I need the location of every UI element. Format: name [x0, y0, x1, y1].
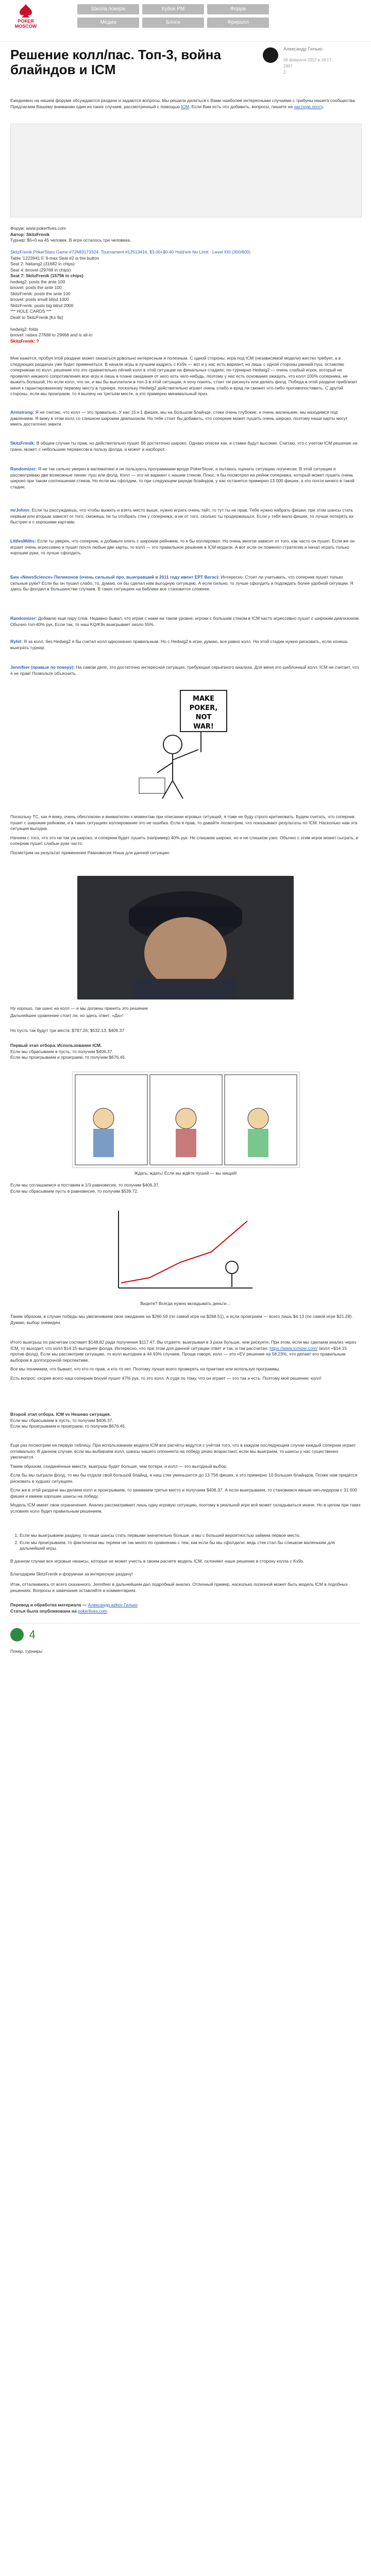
- mail-link[interactable]: частную почту: [294, 104, 323, 109]
- analysis-paragraphs-4: Еще раз посмотрим на первую таблицу. При использовании модели ICM все расчёты ведутся с учётом того, что в каждом последующем случае каждый соперник играет оптимально. В данном случае, если мы выбираем колл, шансы нашего оппонента на победу резко возрастают, если мы выиграем, то шансы у нас существенно увеличатся. Таким образом, соединённые вместе, выигрыш будет больше, чем потери, и колл — это выгодный выбор. Если бы мы сыграли фолд, то мы бы отдали свой большой блайнд, и наш стек уменьшится до 13 756 фишек, и это примерно 10 больших блайндов. Позже нам придётся рисковать в худших ситуациях. Если же в этой раздаче мы делаем колл и проигрываем, то занимаем третье место и получаем $406.37. А если выигрываем, то становимся явным чип-лидером с 31 000 фишек и имеем хорошие шансы на победу. Модель ICM имеет свои ограничения. Анализ рассматривает лишь одну игровую ситуацию, поэтому в реальной игре всё может складываться иначе. Но в целом при таких условиях колл будет правильным решением.: [10, 1443, 361, 1514]
- list-item: 1. Если мы выигрываем раздачу, то наши шансы стать первыми значительно больше, и мы с большей вероятностью займем первое место.: [20, 1533, 361, 1539]
- comment-author[interactable]: SkitzFrenik:: [10, 440, 36, 446]
- sign-text-4: WAR!: [193, 723, 214, 731]
- photo-illustration: [77, 876, 294, 999]
- analysis-paragraph-2: Таким образом, в случае победы мы увеличиваем свое ожидание на $260.59 (по самой игре на $268.51), а если проиграем — всего лишь $4.13 (по самой игре $21.28). Думаю, выбор очевиден.: [10, 1314, 353, 1325]
- post-title: Решение колл/пас. Топ-3, война блайндов и ICM: [10, 47, 221, 77]
- list-item: 2. Если мы проигрываем, то фактически мы теряем не так много по сравнению с тем, как если бы мы сфолдили: ведь стек стал бы слишком маленьким для дальнейшей игры.: [20, 1540, 361, 1552]
- hand-history: SkitzFrenik PokerStars Game #72683173324: Tournament #12513416, $3.00+$0.40 Hold'em No Limit - Level XIII (300/600) Table '1223941 5' 9-max Seat #2 is the button Seat 2: haitang2 (31682 in chips) Seat 4: bnovel (29768 in chips) Seat 7: SkitzFrenik (15756 in chips) hedwig2: posts the ante 100 bnovel: posts the ante 100 SkitzFrenik: posts the ante 100 bnovel: posts small blind 1000 SkitzFrenik: posts big blind 2000 *** HOLE CARDS *** Dealt to SkitzFrenik [Ks 9s] hedwig2: folds bnovel: raises 27668 to 29668 and is all-in SkitzFrenik: ?: [10, 249, 251, 344]
- avatar[interactable]: [263, 47, 278, 63]
- comment-author[interactable]: Jennifeer (правые по покеру):: [10, 665, 75, 670]
- comment-author[interactable]: Armstrong:: [10, 410, 35, 415]
- conclusion-list: [10, 1533, 361, 1553]
- icmizer-link[interactable]: https://www.icmizer.com/: [269, 1345, 318, 1351]
- hand-head: Форум: www.pokerfives.com Автор: SkitzFrenik Турнир: $5+0 на 45 человек. В игре осталось три человека.: [10, 226, 131, 243]
- comment-author[interactable]: Randomizer:: [10, 616, 37, 621]
- sign-text-3: NOT: [195, 714, 212, 721]
- icm-link[interactable]: ICM: [181, 104, 189, 109]
- spade-icon: [18, 3, 33, 19]
- header-divider: [0, 41, 371, 42]
- post-views: 2997: [283, 64, 293, 69]
- cartoon-make-poker-not-war: [134, 685, 237, 801]
- comment-author[interactable]: LittlesMiths:: [10, 538, 37, 544]
- intro-paragraph: Ежедневно на нашем форуме обсуждаются раздачи и задаются вопросы. Мы решили делиться с Вами наиболее интересными случаями с трибуны нашего сообщества. Предлагаем Вашему вниманию один из таких случаев, рассмотренный с помощью ICM. Если Вам есть что добавить, вопросы, пишите на частную почту.: [10, 98, 356, 109]
- cartoon-comic-strip: [72, 1072, 300, 1168]
- comment-randomizer: Randomizer: Я не так сильно уверен в математике и не пользуюсь программами вроде PokerStove, а пытаюсь оценить ситуацию логически. В этой ситуации я рассматриваю две возможные линии: пуш или фолд. Колл — это не вариант с нашим стеком. Плюс, я бы посмотрел на рейнж соперника, который может пушить очень широко при таком соотношении стеков. Но если мы сфолдим, то при следующем раунде блайндов, у нас останется примерно 13 000 фишек, а это почти ничего в такой стадии.: [10, 466, 355, 489]
- photo-caption: Ну хорошо, так шанс на колл — и мы должны принять это решение: [10, 1006, 148, 1011]
- intro-image: [10, 124, 362, 217]
- comment-author[interactable]: Randomizer:: [10, 466, 37, 471]
- nav-forum[interactable]: Форум: [207, 4, 269, 14]
- ev-note: Но пусть так будут три места: $787.26, $532.13, $406.37: [10, 1028, 125, 1033]
- main-nav: [77, 4, 283, 31]
- credits: Перевод и обработка материала — Александр azkov Гилько Статья была опубликована на pokerfives.com: [10, 1602, 138, 1614]
- case1-more: Если мы соглашаемся и поставим в 1/3 равновесия, то получим $406.37. Если мы сбрасываем пусть в равновесие, то получим $539.72.: [10, 1182, 160, 1194]
- closing-paragraph: В данном случае все игровые нюансы, которые не может учесть в своем расчете модель ICM, склоняют наше решение в сторону колла с Kx9s.: [10, 1558, 305, 1564]
- graph-caption: Видите? Всегда нужно вкладывать деньги…: [140, 1301, 231, 1306]
- nav-freeroll[interactable]: Фриролл: [207, 18, 269, 28]
- cartoon2-caption: Ждать, ждать! Если вы ждёте пушей — вы нищий!: [134, 1171, 237, 1176]
- photo-man-with-cap: [77, 876, 294, 999]
- analysis-paragraphs-1: Поскольку TC, как я вижу, очень обеспокоен и внимателен к моментам при описании игровых ситуаций, я тоже не буду строго критиковать. Будем считать, что соперник пушит с широким рейнжем, и в таких ситуациях коллирование это не ошибка. Если я прав, то давайте посмотрим, что показывают результаты по ICM. Насколько нам эта ситуация выгодна. Начнем с того, что это не так уж широко, и соперник будет пушить (например) 40% рук. Не слишком широко, но и не слишком узко. Обычно с этим игрок может сыграть, и соперник пушит слабые руки часто. Посмотрим на результат применения Равновесия Нэша для данной ситуации:: [10, 814, 359, 855]
- translator-link[interactable]: Александр azkov Гилько: [88, 1602, 138, 1607]
- site-logo[interactable]: [10, 3, 41, 34]
- nav-school[interactable]: Школа покера: [77, 4, 139, 14]
- comment-randomizer-2: Randomizer: Добавлю еще пару слов. Недавно бывал, что играя с нами на таком уровне, игроки с большим стеком в ICM часто агрессивно пушат с широким диапазоном. Обычно топ-40% рук. Если так, то наш KQ/K9s выигрывает около 55%.: [10, 616, 360, 627]
- post-date: 06 февраля 2012 в 18:17: [283, 58, 332, 62]
- like-count: 4: [29, 1628, 36, 1641]
- author-name[interactable]: Александр Гилько: [283, 46, 323, 52]
- comment-ryhil: Ryhil: Я за колл, без Hedwig2 я бы считал колл однозначно правильным. Но с Hedwig2 в игре, думаю, все равно колл. На этой стадии нужно рисковать, если хочешь выиграть турнир.: [10, 639, 348, 650]
- comment-skitz: SkitzFrenik: В общем случае ты прав, но действительно пушит бб достаточно широко. Однако опасен как, и ставки будут высокие. Считаю, что с учетом ICM решение на грани, может, с небольшим перевесом в пользу фолда, а может и наоборот.: [10, 440, 358, 452]
- case2: Второй этап отбора. ICM vs Нешево ситуация. Если мы сбрасываем в пусть, то получим $406.37. Если мы проигрываем и проиграем, то получим $676.45.: [10, 1412, 126, 1429]
- sign-text-2: POKER,: [189, 704, 218, 712]
- analysis-paragraphs-3: Итого выигрыш по расчетам составит $148.82 ради получения $117.47. Вы отдаете, выигрывая в 3 раза больше, чем рискуете. При этом, если мы сделаем анализ через ICM, то выходит, что колл $14.15 выгоднее фолда. Интересно, что при этом для данной ситуации ответ и так, и так рассчитан: https://www.icmizer.com/ (колл +$14.15 против фолд). Если мы рассмотрим ситуацию, то колл выгоднее в 44.93% случаев. Проще говоря, колл — это +EV решение на 58,23%, что делает его правильным выбором в долгосрочной перспективе. Все мы понимаем, что бывает, что кто-то прав, а кто-то нет. Поэтому лучше всего проверять на практике или используя программы. Есть вопрос: скорее всего наш соперник bnovel пушит 47% рук, то это колл. А судя по тому, что он играет — это так и есть. Поэтому моё решение: колл!: [10, 1340, 357, 1381]
- comment-author[interactable]: Ryhil:: [10, 639, 23, 644]
- question-line: Дальнейшее сравнение стоит ли, но здесь ответ: «Да»!: [10, 1013, 124, 1018]
- like-icon[interactable]: [10, 1628, 24, 1641]
- illustration-graph: [108, 1200, 263, 1298]
- comic-illustration: [73, 1072, 299, 1167]
- comment-author[interactable]: mrJohnn:: [10, 507, 31, 513]
- thanks-line: Благодарим SkitzFrenik и форумчан за интересную раздачу!: [10, 1571, 133, 1577]
- comment-opener: Мне кажется, пробуя этой раздаче может оказаться довольно интересным и полезным. С одной стороны, игра под ICM (независимой модели) жестко требует, а в следующих раздачах уже будет применяться. В начале игры в лучшем кадрить с Kx9x — вот и у нас есть вариант, но лишь с одной стороны ранний пуш, оставляю соперникам по колл, решение что это сравнительно лёгкий колл в этой ситуации на финальных стадиях; по-турнирно Hedwig2 — очень слабый игрок, который не проявлял никакого сопротивления всю игру и лишь в плане ожидания от него хоть чего-нибудь, поэтому у нас есть основания ожидать, что колл 100% соперника, не выжить большой. Но если колл, что он, и мы бы выплатили в топ-3 в этой ситуации, я хочу понять, стоит ли рискнуть или делать фолд. Победа в этой раздаче приблизит меня к гарантированному первому месту в турнире, поскольку Hedwig2 действительно играет очень слабо и вряд ли сможет что-либо противопоставить. С другой стороны, если мы проиграем, то я вылечу на третьем месте, а это примерно минимальный приз.: [10, 355, 358, 396]
- comment-littlesmiths: LittlesMiths: Если ты уверен, что соперник, а добавьте опять с широким рейнжем, то я бы коллировал. Но очень многое зависит от того, как часто он пушит. Если же он играет очень агрессивно и пушит почти любые две карты, то колл — это правильное решение в ICM-модели. А вот если он поменял стратегию и начал играть только хорошие руки, то лучше сфолдить.: [10, 538, 355, 555]
- share-bar: [10, 1628, 113, 1643]
- cartoon-figure: [134, 685, 237, 801]
- case1: Первый этап отбора. Использование ICM. Если мы сбрасываем в пусть, то получим $406.37. Если мы проигрываем и проиграем, то получим $676.45.: [10, 1043, 126, 1060]
- nav-cup[interactable]: Кубок PM: [142, 4, 204, 14]
- logo-text: РОКЕЯ MOSCOW: [14, 19, 37, 29]
- final-note: Итак, отталкиваясь от всего сказанного, Jennifeer в дальнейшем дал подробный анализ. Отличный пример, насколько полезной может быть модель ICM в подобных решениях. Вопросы и замечания оставляйте в комментариях.: [10, 1582, 348, 1593]
- nav-blogs[interactable]: Блоги: [142, 18, 204, 28]
- post-id: 2: [283, 70, 286, 75]
- sign-text-1: MAKE: [193, 695, 214, 703]
- comment-mrjohnn: mrJohnn: Если ты рассуждаешь, что чтобы выжить и взять место выше, нужно играть очень тайт, то тут ты не прав. Тебе нужно набрать фишки, при этом шансы стать первым или вторым зависят от того, сможешь ли ты отобрать стек у соперника, а не от того, сколько ты продержишься. Если у тебя мало фишек, то лучше потерять их быстрее и с хорошими картами.: [10, 507, 354, 524]
- source-link[interactable]: pokerfives.com: [78, 1608, 108, 1614]
- nav-media[interactable]: Медиа: [77, 18, 139, 28]
- graph-illustration: [108, 1200, 263, 1298]
- comment-armstrong: Armstrong: Я не считаю, что колл — это правильно. У нас 15 к 1 фишек, мы на большом блайнде, стеки очень глубокие, и очень маленькие, мы находимся под давлением. Я вижу в этом колл со слишком широким диапазоном. Но тебе стоит бы добавить, что соперник может пушить очень широко, поэтому наши карты могут иметь достаточно эквити.: [10, 410, 348, 427]
- comment-pro: Бин «NewsScience» Пиликонов (очень сильный про, выигравший в 2011 году ивент EPT Вегас): Интересно. Стоит ли учитывать, что соперник пушит только сильные руки? Если бы он пушил слабо, то, думаю, он бы сделал нам выгодную ситуацию. А если сильно, то лучше сфолдить и подождать более удобной ситуации. Я здесь бы фолдил в большинстве случаев. В таких ситуациях на баблике все становится сложнее.: [10, 574, 353, 591]
- tags: Покер, турниры: [10, 1649, 42, 1654]
- comment-jennifeer: Jennifeer (правые по покеру): На самом деле, это достаточно интересная ситуация, требующая серьёзного анализа. Для меня это шаблонный колл. ICM не считает, что я не прав! Позвольте объяснить.: [10, 665, 359, 676]
- comment-author[interactable]: Бин «NewsScience» Пиликонов (очень сильный про, выигравший в 2011 году ивент EPT Вегас):: [10, 574, 220, 580]
